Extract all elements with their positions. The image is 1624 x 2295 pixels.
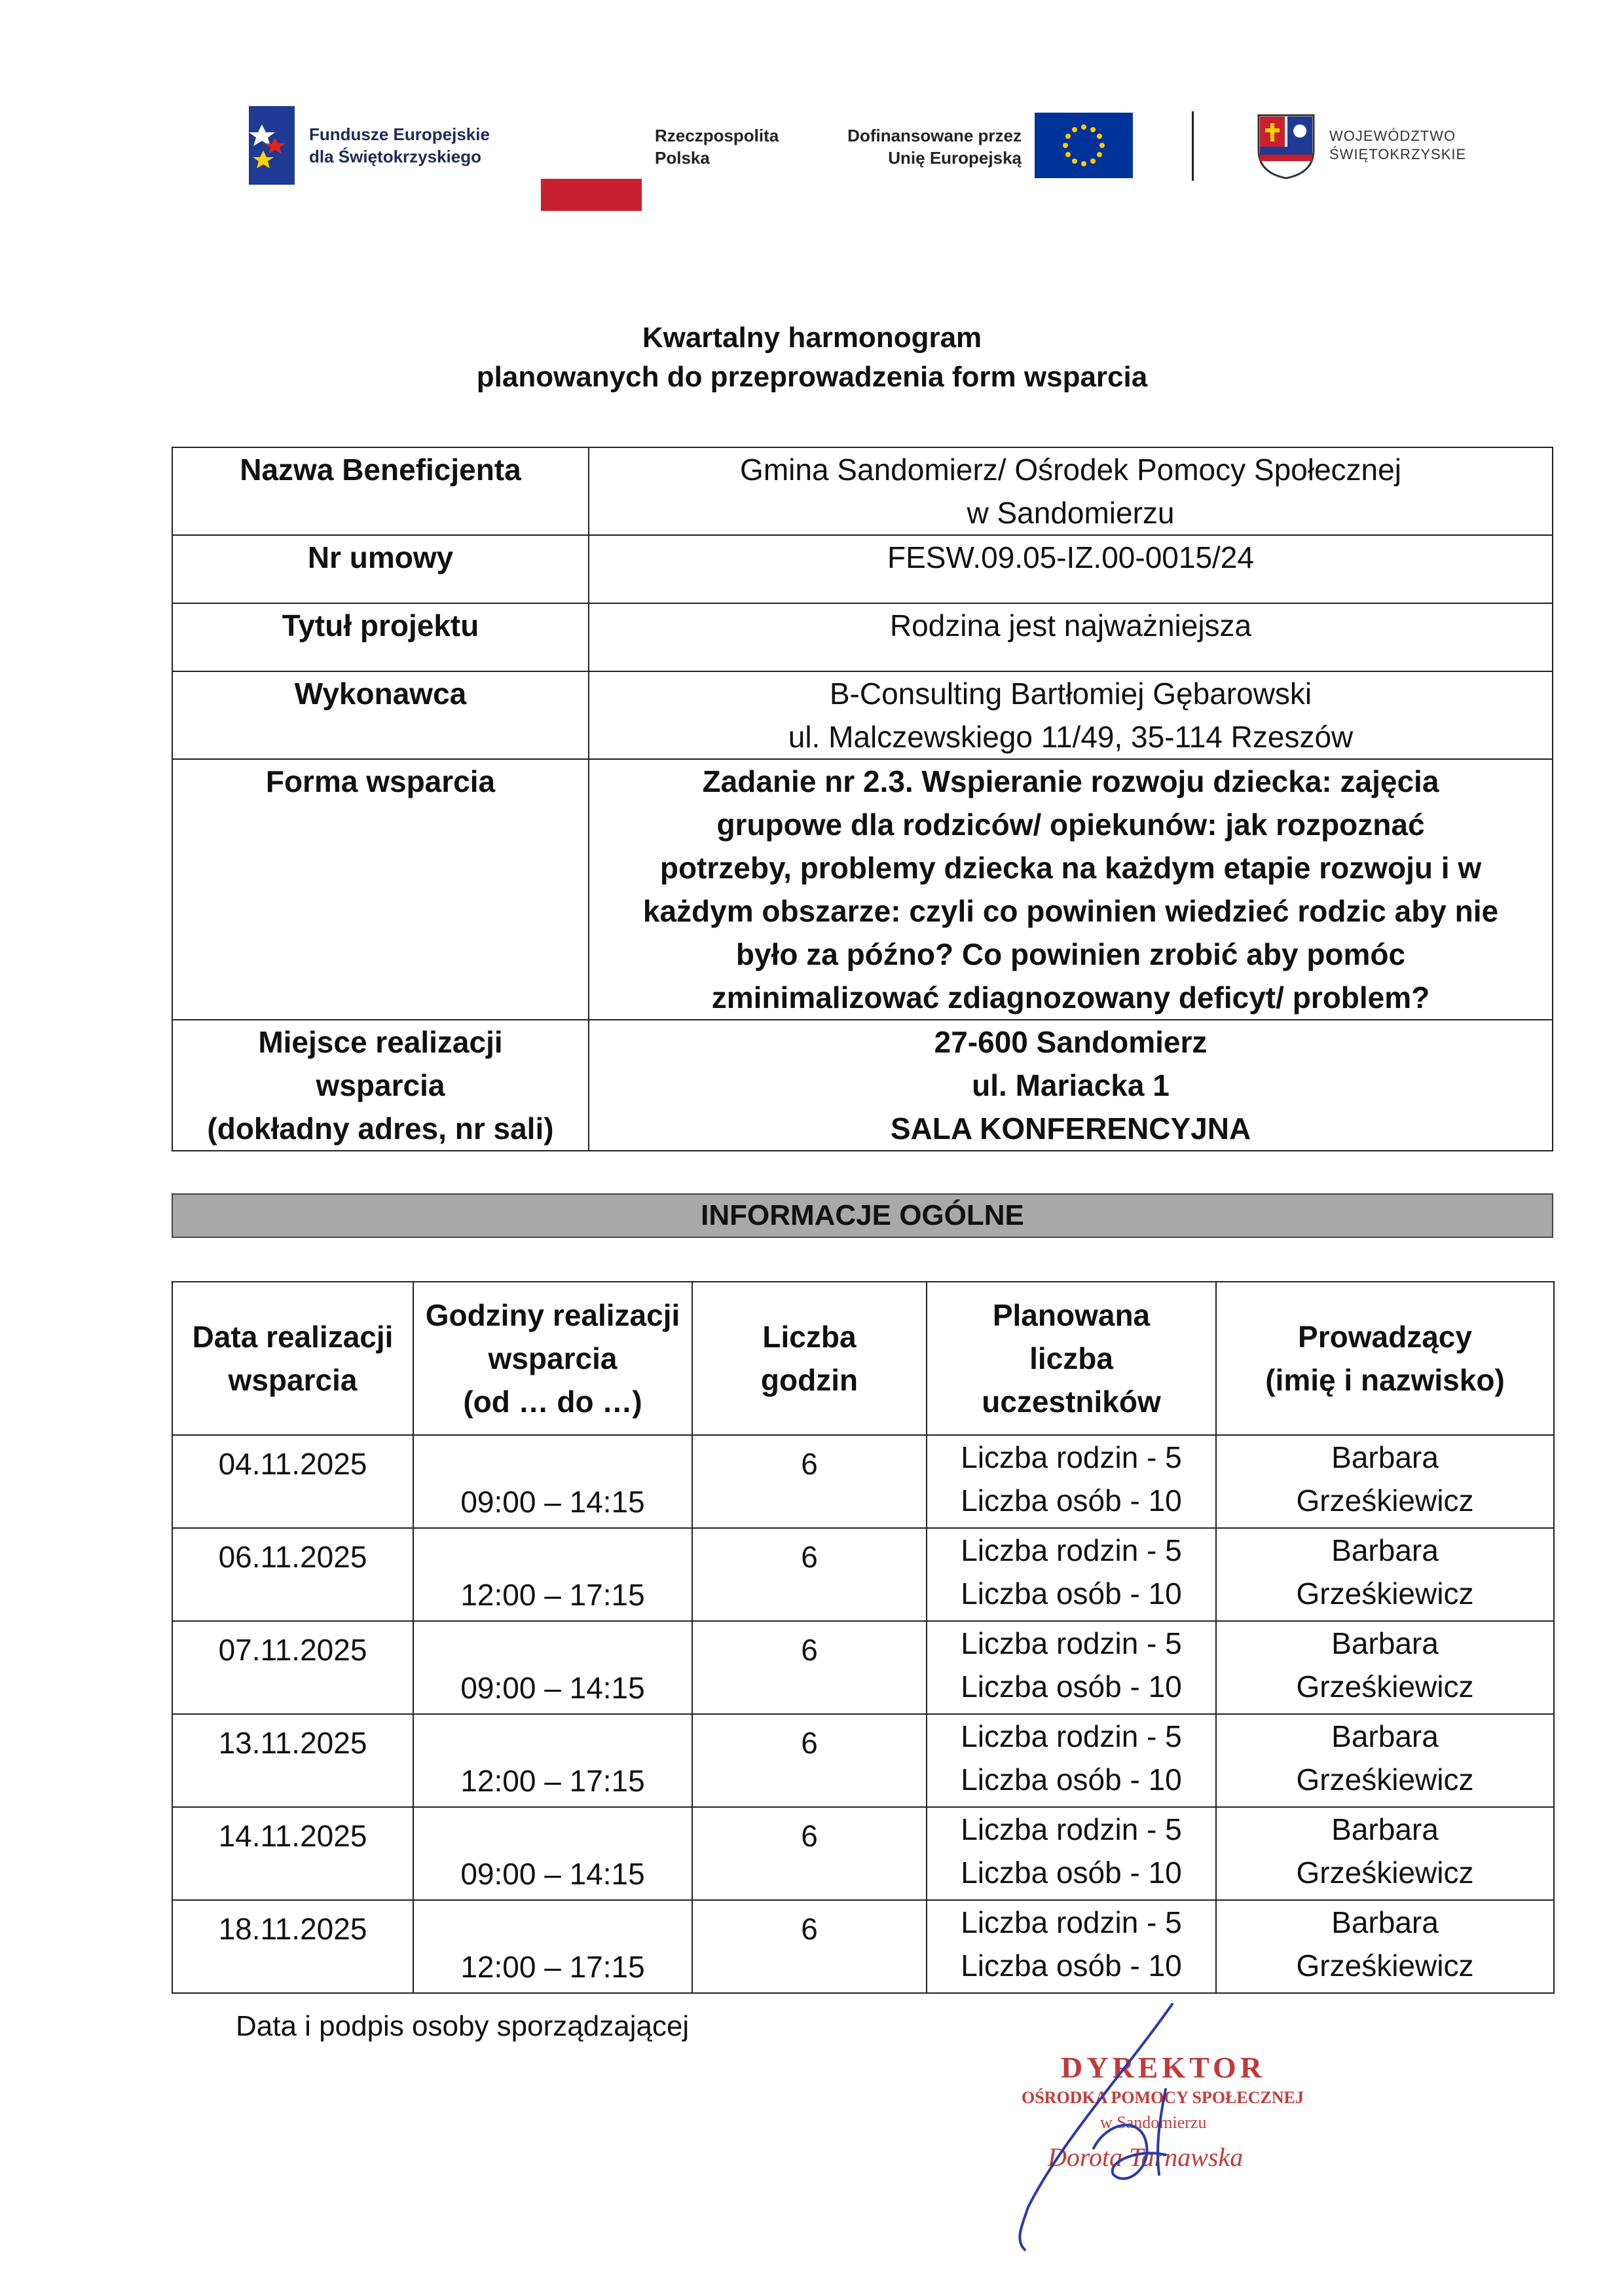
label-forma: Forma wsparcia xyxy=(172,759,589,1020)
forma-line: Zadanie nr 2.3. Wspieranie rozwoju dziecka: zajęcia xyxy=(702,764,1439,798)
handwritten-signature xyxy=(1008,1991,1323,2266)
ue-line-2: Unię Europejską xyxy=(888,148,1022,168)
table-row xyxy=(172,1807,1554,1900)
title-line-2: planowanych do przeprowadzenia form wsparcia xyxy=(476,361,1148,393)
polish-flag xyxy=(541,147,642,211)
miejsce-label-line: Miejsce realizacji xyxy=(258,1025,503,1059)
cell-participants: Liczba rodzin - 5 Liczba osób - 10 xyxy=(927,1435,1216,1528)
ue-line-1: Dofinansowane przez xyxy=(847,126,1022,145)
table-row xyxy=(172,1621,1554,1714)
cell-hours: 09:00 – 14:15 xyxy=(413,1807,692,1900)
stamp-organization: OŚRODKA POMOCY SPOŁECZNEJ xyxy=(1022,2088,1304,2107)
cell-hours: 12:00 – 17:15 xyxy=(413,1900,692,1993)
title-line-1: Kwartalny harmonogram xyxy=(642,322,982,354)
forma-line: każdym obszarze: czyli co powinien wiedzieć rodzic aby nie xyxy=(642,894,1499,928)
label-tytul: Tytuł projektu xyxy=(172,603,589,671)
cell-participants: Liczba rodzin - 5 Liczba osób - 10 xyxy=(927,1807,1216,1900)
row-umowa xyxy=(172,535,1553,603)
value-miejsce xyxy=(589,1020,1553,1151)
miejsce-value-line: ul. Mariacka 1 xyxy=(972,1068,1170,1102)
label-beneficjent: Nazwa Beneficjenta xyxy=(172,447,589,535)
fundusze-europejskie-logo xyxy=(249,106,295,185)
value-beneficjent xyxy=(589,447,1553,535)
row-beneficjent xyxy=(172,447,1553,535)
fundusze-europejskie-text xyxy=(309,123,490,168)
header-count: Liczba godzin xyxy=(692,1282,927,1435)
logo-bar xyxy=(249,105,1467,196)
miejsce-label-line: (dokładny adres, nr sali) xyxy=(207,1111,554,1146)
cell-leader: Barbara Grześkiewicz xyxy=(1216,1435,1554,1528)
project-info-table xyxy=(172,447,1553,1151)
rzeczpospolita-text xyxy=(655,124,779,169)
header-participants: Planowana liczba uczestników xyxy=(927,1282,1216,1435)
value-forma xyxy=(589,759,1553,1020)
stamp-title: DYREKTOR xyxy=(1061,2051,1266,2084)
beneficjent-line-1: Gmina Sandomierz/ Ośrodek Pomocy Społecznej xyxy=(740,453,1401,487)
rp-line-1: Rzeczpospolita xyxy=(655,126,779,145)
cell-count: 6 xyxy=(692,1621,927,1714)
woj-line-2: ŚWIĘTOKRZYSKIE xyxy=(1329,146,1467,162)
wykonawca-line-1: B-Consulting Bartłomiej Gębarowski xyxy=(829,677,1312,711)
cell-participants: Liczba rodzin - 5 Liczba osób - 10 xyxy=(927,1621,1216,1714)
eu-flag-icon xyxy=(1035,113,1133,178)
schedule-header-row xyxy=(172,1282,1554,1435)
section-header-informacje-ogolne: INFORMACJE OGÓLNE xyxy=(172,1193,1553,1238)
cell-participants: Liczba rodzin - 5 Liczba osób - 10 xyxy=(927,1900,1216,1993)
value-tytul: Rodzina jest najważniejsza xyxy=(589,603,1553,671)
stamp-city: w Sandomierzu xyxy=(1100,2113,1207,2132)
woj-line-1: WOJEWÓDZTWO xyxy=(1329,128,1456,144)
cell-leader: Barbara Grześkiewicz xyxy=(1216,1714,1554,1807)
cell-hours: 09:00 – 14:15 xyxy=(413,1435,692,1528)
header-leader: Prowadzący (imię i nazwisko) xyxy=(1216,1282,1554,1435)
cell-date: 18.11.2025 xyxy=(172,1900,413,1993)
fe-line-1: Fundusze Europejskie xyxy=(309,124,490,144)
signature-label: Data i podpis osoby sporządzającej xyxy=(236,2010,690,2042)
header-hours: Godziny realizacji wsparcia (od … do …) xyxy=(413,1282,692,1435)
cell-count: 6 xyxy=(692,1807,927,1900)
forma-line: zminimalizować zdiagnozowany deficyt/ problem? xyxy=(711,980,1430,1015)
ue-funding-text xyxy=(825,124,1022,169)
forma-line: potrzeby, problemy dziecka na każdym etapie rozwoju i w xyxy=(659,851,1482,885)
value-wykonawca xyxy=(589,671,1553,759)
row-tytul xyxy=(172,603,1553,671)
cell-leader: Barbara Grześkiewicz xyxy=(1216,1807,1554,1900)
cell-hours: 12:00 – 17:15 xyxy=(413,1528,692,1621)
header-date: Data realizacji wsparcia xyxy=(172,1282,413,1435)
label-umowa: Nr umowy xyxy=(172,535,589,603)
swietokrzyskie-crest-icon xyxy=(1257,114,1315,179)
table-row xyxy=(172,1900,1554,1993)
document-title xyxy=(0,318,1624,397)
stamp-name: Dorota Tarnawska xyxy=(1048,2142,1244,2172)
cell-date: 07.11.2025 xyxy=(172,1621,413,1714)
row-forma xyxy=(172,759,1553,1020)
row-wykonawca xyxy=(172,671,1553,759)
miejsce-label-line: wsparcia xyxy=(316,1068,445,1102)
cell-hours: 12:00 – 17:15 xyxy=(413,1714,692,1807)
rp-line-2: Polska xyxy=(655,148,710,168)
cell-leader: Barbara Grześkiewicz xyxy=(1216,1621,1554,1714)
cell-count: 6 xyxy=(692,1528,927,1621)
cell-leader: Barbara Grześkiewicz xyxy=(1216,1900,1554,1993)
wykonawca-line-2: ul. Malczewskiego 11/49, 35-114 Rzeszów xyxy=(788,720,1354,754)
cell-count: 6 xyxy=(692,1714,927,1807)
cell-count: 6 xyxy=(692,1435,927,1528)
cell-date: 04.11.2025 xyxy=(172,1435,413,1528)
row-miejsce xyxy=(172,1020,1553,1151)
logo-separator xyxy=(1192,111,1194,181)
cell-count: 6 xyxy=(692,1900,927,1993)
fe-line-2: dla Świętokrzyskiego xyxy=(309,147,481,166)
table-row xyxy=(172,1714,1554,1807)
cell-date: 06.11.2025 xyxy=(172,1528,413,1621)
forma-line: grupowe dla rodziców/ opiekunów: jak rozpoznać xyxy=(716,808,1425,842)
value-umowa: FESW.09.05-IZ.00-0015/24 xyxy=(589,535,1553,603)
miejsce-value-line: SALA KONFERENCYJNA xyxy=(890,1111,1251,1146)
wojewodztwo-text xyxy=(1329,127,1466,164)
cell-date: 14.11.2025 xyxy=(172,1807,413,1900)
table-row xyxy=(172,1528,1554,1621)
beneficjent-line-2: w Sandomierzu xyxy=(967,496,1175,530)
miejsce-value-line: 27-600 Sandomierz xyxy=(934,1025,1208,1059)
cell-hours: 09:00 – 14:15 xyxy=(413,1621,692,1714)
table-row xyxy=(172,1435,1554,1528)
label-miejsce xyxy=(172,1020,589,1151)
cell-participants: Liczba rodzin - 5 Liczba osób - 10 xyxy=(927,1714,1216,1807)
cell-leader: Barbara Grześkiewicz xyxy=(1216,1528,1554,1621)
schedule-table xyxy=(172,1281,1555,1994)
cell-date: 13.11.2025 xyxy=(172,1714,413,1807)
forma-line: było za późno? Co powinien zrobić aby pomóc xyxy=(735,937,1406,971)
label-wykonawca: Wykonawca xyxy=(172,671,589,759)
cell-participants: Liczba rodzin - 5 Liczba osób - 10 xyxy=(927,1528,1216,1621)
